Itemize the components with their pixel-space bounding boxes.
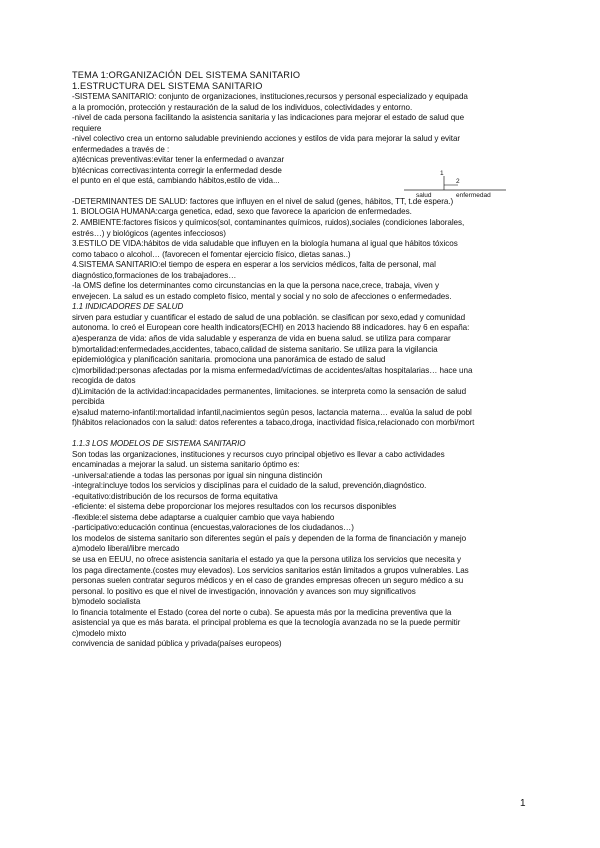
text-line: diagnóstico,formaciones de los trabajadores… — [72, 270, 237, 280]
text-line: lo financia totalmente el Estado (corea del norte o cuba). Se apuesta más por la medicina preventiva que la — [72, 607, 452, 617]
section-heading-modelos: 1.1.3 LOS MODELOS DE SISTEMA SANITARIO — [72, 438, 246, 448]
diagram-label-enfermedad: enfermedad — [456, 192, 491, 199]
text-line: a)modelo liberal/libre mercado — [72, 544, 180, 554]
diagram-mark-1: 1 — [440, 170, 444, 177]
text-line: los modelos de sistema sanitario son diferentes según el país y dependen de la forma de financiación y manejo — [72, 533, 467, 543]
text-line: asistencial ya que es más barata. el principal problema es que la tecnología avanzada no se la puede permitir — [72, 618, 461, 628]
text-line: -la OMS define los determinantes como circunstancias en la que la persona nace,crece, trabaja, viven y — [72, 281, 439, 291]
text-line: el punto en el que está, cambiando hábitos,estilo de vida... — [72, 176, 280, 186]
text-line: b)técnicas correctivas:intenta corregir la enfermedad desde — [72, 165, 282, 175]
text-line: sirven para estudiar y cuantificar el estado de salud de una población. se clasifican por sexo,edad y comunidad — [72, 312, 466, 322]
text-line: personal. lo positivo es que el nivel de investigación, innovación y avances son muy significativos — [72, 586, 416, 596]
text-line: enfermedades a través de : — [72, 144, 170, 154]
health-disease-diagram — [400, 172, 510, 204]
text-line: 2. AMBIENTE:factores físicos y químicos(sol, contaminantes químicos, ruidos),sociales (condiciones laborales, — [72, 218, 465, 228]
text-line: c)morbilidad:personas afectadas por la misma enfermedad/víctimas de accidentes/altas hospitalarias… hace una — [72, 365, 473, 375]
text-line: -equitativo:distribución de los recursos de forma equitativa — [72, 491, 278, 501]
text-line: -universal:atiende a todas las personas por igual sin ninguna distinción — [72, 470, 323, 480]
text-line: 1. BIOLOGIA HUMANA:carga genetica, edad, sexo que favorece la aparicion de enfermedades. — [72, 207, 412, 217]
text-line: -nivel colectivo crea un entorno saludable previniendo acciones y estilos de vida para mejorar la salud y evitar — [72, 134, 461, 144]
text-line: personas suelen contratar seguros médicos y en el caso de grandes empresas ofrecen un seguro médico a su — [72, 576, 464, 586]
spacer — [72, 429, 530, 439]
text-line: b)modelo socialista — [72, 597, 141, 607]
text-line: se usa en EEUU, no ofrece asistencia sanitaria el estado ya que la persona utiliza los servicios que necesita y — [72, 554, 462, 564]
text-line: -participativo:educación continua (encuestas,valoraciones de los ciudadanos…) — [72, 523, 354, 533]
text-line: -flexible:el sistema debe adaptarse a cualquier cambio que vaya habiendo — [72, 512, 335, 522]
diagram-label-salud: salud — [416, 192, 432, 199]
text-line: encaminadas a mejorar la salud. un sistema sanitario óptimo es: — [72, 460, 300, 470]
text-line: -eficiente: el sistema debe proporcionar los mejores resultados con los recursos disponibles — [72, 502, 397, 512]
section-heading-indicadores: 1.1 INDICADORES DE SALUD — [72, 302, 184, 312]
continuum-line-icon — [400, 172, 510, 204]
text-line: d)Limitación de la actividad:incapacidades permanentes, limitaciones. se interpreta como la sensación de salud — [72, 386, 467, 396]
text-line: epidemiológica y planificación sanitaria. promociona una panorámica de estado de salud — [72, 355, 386, 365]
text-line: autonoma. lo creó el European core health indicators(ECHI) en 2013 haciendo 88 indicadores. hay 6 en españa: — [72, 323, 470, 333]
text-line: los paga directamente.(costes muy elevados). Los servicios sanitarios están limitados a grupos vulnerables. Las — [72, 565, 469, 575]
text-line: 3.ESTILO DE VIDA:hábitos de vida saludable que influyen en la biología humana al igual que hábitos tóxicos — [72, 239, 458, 249]
text-line: percibida — [72, 397, 105, 407]
text-line: a la promoción, protección y restauración de la salud de los individuos, colectividades y entorno. — [72, 102, 413, 112]
page-title: TEMA 1:ORGANIZACIÓN DEL SISTEMA SANITARIO — [72, 70, 301, 80]
text-line: Son todas las organizaciones, instituciones y recursos cuyo principal objetivo es llevar a cabo actividades — [72, 449, 445, 459]
text-line: 4.SISTEMA SANITARIO:el tiempo de espera en esperar a los servicios médicos, falta de personal, mal — [72, 260, 436, 270]
text-line: recogida de datos — [72, 376, 136, 386]
text-line: e)salud materno-infantil:mortalidad infantil,nacimientos según pesos, lactancia materna… evalúa la salud de pobl — [72, 407, 472, 417]
text-line: -nivel de cada persona facilitando la asistencia sanitaria y las indicaciones para mejorar el estado de salud que — [72, 113, 465, 123]
text-line: c)modelo mixto — [72, 628, 127, 638]
text-line: requiere — [72, 123, 102, 133]
text-line: a)esperanza de vida: años de vida saludable y esperanza de vida en buena salud. se utiliza para comparar — [72, 334, 451, 344]
text-line: b)mortalidad:enfermedades,accidentes, tabaco,calidad de sistema sanitario. Se utiliza para la vigilancia — [72, 344, 438, 354]
document-body — [72, 70, 530, 650]
text-line: envejecen. La salud es un estado completo físico, mental y social y no solo de afecciones o enfermedades. — [72, 291, 452, 301]
page-number: 1 — [520, 798, 526, 809]
text-line: como tabaco o alcohol… (favorecen el fomentar ejercicio físico, dietas sanas..) — [72, 249, 351, 259]
text-line: -integral:incluye todos los servicios y disciplinas para el cuidado de la salud, prevención,diagnóstico. — [72, 481, 427, 491]
text-line: convivencia de sanidad pública y privada(países europeos) — [72, 639, 282, 649]
text-line: -SISTEMA SANITARIO: conjunto de organizaciones, instituciones,recursos y personal especializado y equipada — [72, 92, 468, 101]
text-line: a)técnicas preventivas:evitar tener la enfermedad o avanzar — [72, 155, 285, 165]
section-heading-estructura: 1.ESTRUCTURA DEL SISTEMA SANITARIO — [72, 81, 263, 91]
text-line: -DETERMINANTES DE SALUD: factores que influyen en el nivel de salud (genes, hábitos, TT, t.de espera.) — [72, 196, 454, 206]
diagram-mark-2: 2 — [456, 178, 460, 185]
text-line: f)hábitos relacionados con la salud: datos referentes a tabaco,droga, inactividad física,relacionado con morbi/mort — [72, 418, 475, 428]
text-line: estrés…) y biológicos (agentes infecciosos) — [72, 228, 226, 238]
